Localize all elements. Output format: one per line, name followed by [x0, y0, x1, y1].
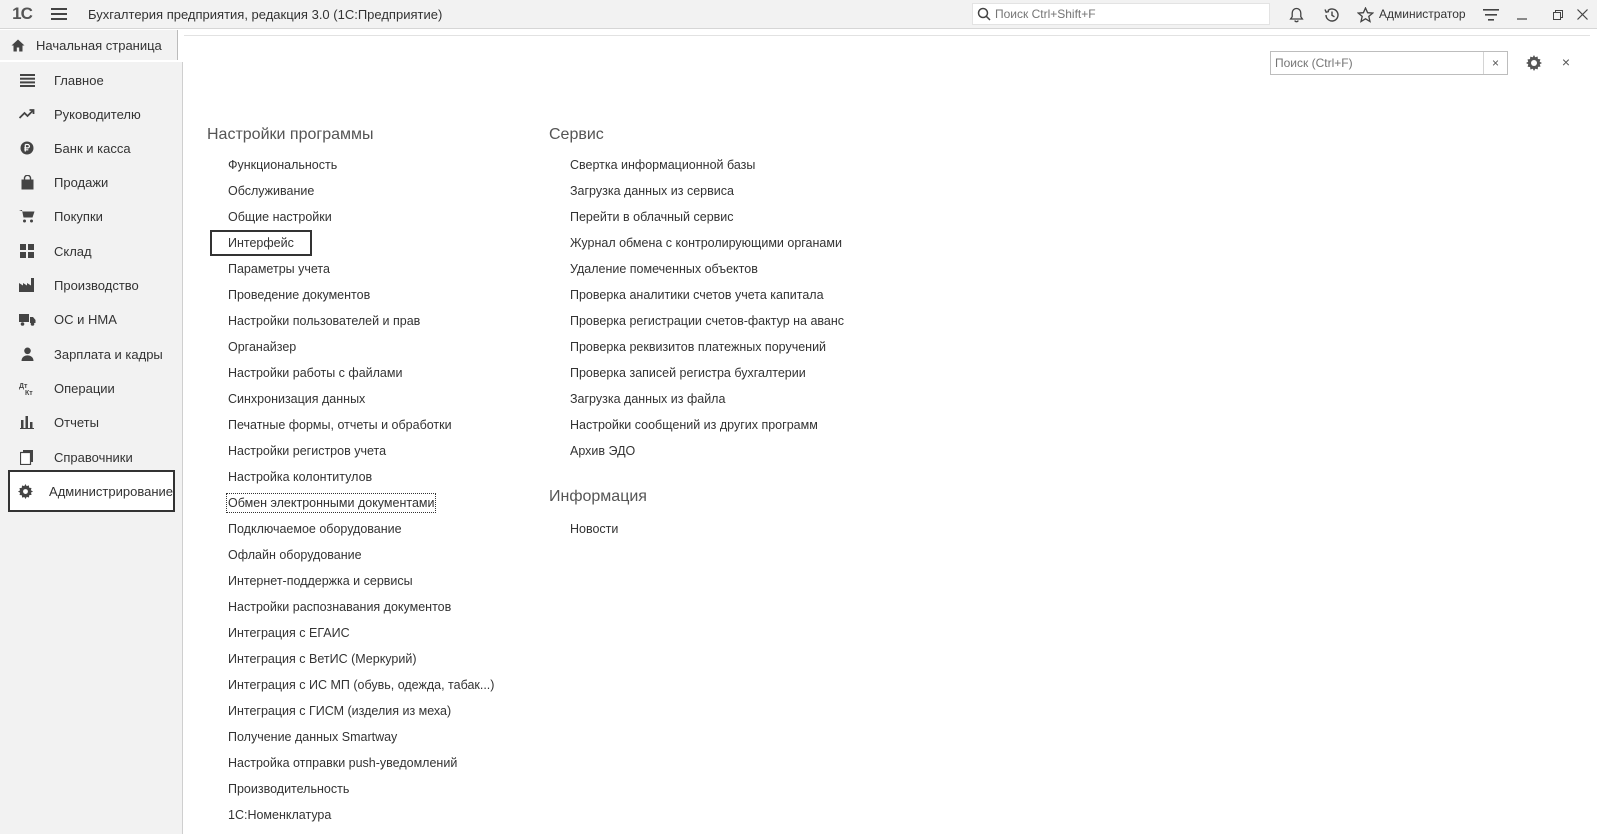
- sidebar-item-label: Администрирование: [49, 483, 173, 499]
- info-link-news[interactable]: Новости: [570, 522, 619, 536]
- sidebar-item-label: ОС и НМА: [54, 311, 117, 327]
- settings-link[interactable]: Настройки регистров учета: [228, 444, 387, 458]
- trend-icon: [12, 109, 42, 119]
- service-link[interactable]: Перейти в облачный сервис: [570, 210, 734, 224]
- 1c-logo-icon[interactable]: 1С: [12, 4, 32, 23]
- window-close-icon[interactable]: [1567, 0, 1597, 29]
- settings-link[interactable]: Настройка колонтитулов: [228, 470, 373, 484]
- user-name[interactable]: Администратор: [1379, 7, 1466, 21]
- star-icon[interactable]: [1354, 4, 1376, 26]
- settings-menu-icon[interactable]: [1480, 4, 1502, 26]
- administration-panel: [184, 35, 1590, 834]
- settings-link[interactable]: Параметры учета: [228, 262, 330, 276]
- service-link[interactable]: Настройки сообщений из других программ: [570, 418, 818, 432]
- panel-search-input[interactable]: [1271, 52, 1483, 74]
- group-title-service: Сервис: [549, 126, 604, 143]
- sidebar: [0, 62, 183, 834]
- sidebar-item-label: Продажи: [54, 174, 109, 190]
- sidebar-item-label: Зарплата и кадры: [54, 346, 163, 362]
- sidebar-item-administration[interactable]: [8, 470, 175, 512]
- settings-link[interactable]: Общие настройки: [228, 210, 332, 224]
- truck-icon: [12, 313, 42, 326]
- home-label: Начальная страница: [36, 37, 162, 53]
- group-title-settings: Настройки программы: [207, 126, 374, 143]
- sidebar-item-label: Банк и касса: [54, 140, 131, 156]
- settings-link[interactable]: Интеграция с ВетИС (Меркурий): [228, 652, 417, 666]
- clear-search-button[interactable]: ×: [1483, 52, 1507, 74]
- settings-link[interactable]: Настройка отправки push-уведомлений: [228, 756, 458, 770]
- service-link[interactable]: Проверка реквизитов платежных поручений: [570, 340, 827, 354]
- settings-link[interactable]: Офлайн оборудование: [228, 548, 362, 562]
- panel-close-button[interactable]: ×: [1561, 54, 1571, 70]
- service-link[interactable]: Загрузка данных из файла: [570, 392, 726, 406]
- settings-link[interactable]: Интеграция с ЕГАИС: [228, 626, 350, 640]
- service-link[interactable]: Проверка регистрации счетов-фактур на аванс: [570, 314, 845, 328]
- search-icon: [973, 4, 995, 24]
- settings-link[interactable]: Интеграция с ИС МП (обувь, одежда, табак...): [228, 678, 495, 692]
- settings-link-interface[interactable]: Интерфейс: [210, 230, 312, 256]
- person-icon: [12, 347, 42, 361]
- service-link[interactable]: Архив ЭДО: [570, 444, 636, 458]
- global-search[interactable]: [972, 3, 1270, 25]
- settings-link[interactable]: Подключаемое оборудование: [228, 522, 402, 536]
- settings-link[interactable]: Синхронизация данных: [228, 392, 366, 406]
- settings-link[interactable]: Обслуживание: [228, 184, 315, 198]
- home-page-link[interactable]: [0, 30, 177, 60]
- settings-link[interactable]: Проведение документов: [228, 288, 371, 302]
- bell-icon[interactable]: [1285, 4, 1307, 26]
- settings-link[interactable]: Получение данных Smartway: [228, 730, 398, 744]
- group-title-info: Информация: [549, 488, 647, 505]
- books-icon: [12, 450, 42, 465]
- settings-link[interactable]: Функциональность: [228, 158, 338, 172]
- sidebar-item-label: Покупки: [54, 208, 103, 224]
- shopping-bag-icon: [12, 175, 42, 190]
- gear-icon: [14, 484, 37, 499]
- service-link[interactable]: Удаление помеченных объектов: [570, 262, 758, 276]
- service-link[interactable]: Проверка записей регистра бухгалтерии: [570, 366, 806, 380]
- settings-link-edo-exchange[interactable]: Обмен электронными документами: [228, 496, 435, 510]
- sidebar-item-label: Склад: [54, 243, 92, 259]
- settings-link[interactable]: Настройки распознавания документов: [228, 600, 452, 614]
- service-link[interactable]: Проверка аналитики счетов учета капитала: [570, 288, 824, 302]
- sidebar-item-label: Операции: [54, 380, 115, 396]
- settings-link[interactable]: Настройки пользователей и прав: [228, 314, 421, 328]
- app-title: Бухгалтерия предприятия, редакция 3.0 (1С:Предприятие): [88, 6, 443, 22]
- ruble-coin-icon: [12, 141, 42, 155]
- main-menu-icon[interactable]: [44, 0, 74, 29]
- settings-link[interactable]: Интернет-поддержка и сервисы: [228, 574, 413, 588]
- history-icon[interactable]: [1320, 4, 1342, 26]
- settings-link[interactable]: Интеграция с ГИСМ (изделия из меха): [228, 704, 452, 718]
- home-icon: [0, 39, 36, 52]
- dt-kt-icon: [12, 381, 42, 395]
- service-link[interactable]: Журнал обмена с контролирующими органами: [570, 236, 842, 250]
- bar-chart-icon: [12, 416, 42, 429]
- cart-icon: [12, 209, 42, 223]
- svg-text:Дт: Дт: [19, 383, 28, 390]
- sidebar-item-label: Руководителю: [54, 106, 141, 122]
- service-link[interactable]: Загрузка данных из сервиса: [570, 184, 734, 198]
- warehouse-icon: [12, 244, 42, 258]
- global-search-input[interactable]: [995, 7, 1255, 21]
- settings-link[interactable]: Производительность: [228, 782, 350, 796]
- settings-link[interactable]: Настройки работы с файлами: [228, 366, 403, 380]
- list-icon: [12, 74, 42, 87]
- sidebar-item-label: Отчеты: [54, 414, 99, 430]
- service-link[interactable]: Свертка информационной базы: [570, 158, 756, 172]
- settings-link[interactable]: 1С:Номенклатура: [228, 808, 332, 822]
- sidebar-item-label: Главное: [54, 72, 104, 88]
- settings-link[interactable]: Органайзер: [228, 340, 297, 354]
- minimize-icon[interactable]: [1504, 0, 1540, 29]
- settings-link[interactable]: Печатные формы, отчеты и обработки: [228, 418, 452, 432]
- svg-text:Кт: Кт: [25, 390, 33, 395]
- factory-icon: [12, 278, 42, 292]
- panel-settings-gear-icon[interactable]: [1524, 53, 1544, 73]
- sidebar-item-label: Производство: [54, 277, 139, 293]
- sidebar-item-label: Справочники: [54, 449, 133, 465]
- panel-search[interactable]: [1270, 51, 1508, 75]
